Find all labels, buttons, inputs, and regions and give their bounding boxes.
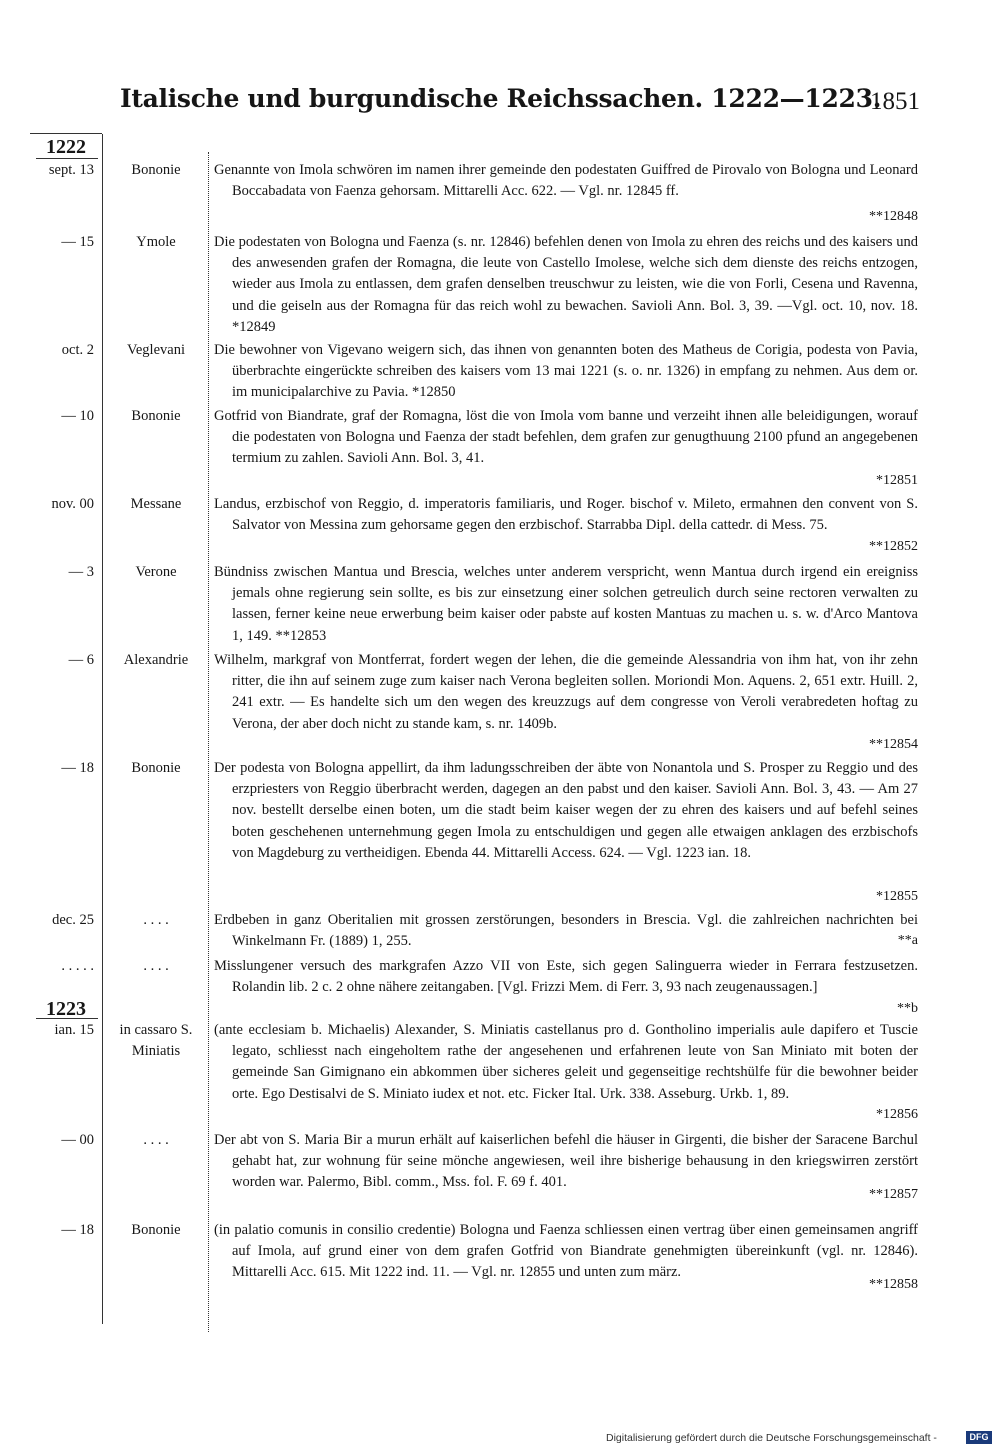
entry-place: Ymole (136, 234, 176, 250)
entry-ref: **b (897, 1001, 918, 1016)
entry-date: nov. 00 (51, 496, 94, 512)
entry-text: Erdbeben in ganz Oberitalien mit grossen zerstörungen, besonders in Brescia. Vgl. die zahlreichen nachrichten bei Winkelmann Fr. (1889) 1, 255. (214, 912, 918, 950)
page-header (120, 84, 920, 124)
entry-place: Messane (130, 496, 182, 512)
entry-ref: **12858 (869, 1277, 918, 1292)
entry-date: — 10 (61, 408, 94, 424)
text-column-rule (208, 152, 209, 1332)
entry-date: — 3 (68, 564, 94, 580)
entry-date: dec. 25 (52, 912, 94, 928)
entry-place: in cassaro S. Miniatis (119, 1022, 193, 1060)
entry-text: (ante ecclesiam b. Michaelis) Alexander, S. Miniatis castellanus pro d. Gontholino imperialis aule dapifero et Tuscie legato, schliesst nach eingeholtem rathe der angesehenen und erfahrenen leute von San Miniato mit boten der gemeinde San Gimignano ein abkommen über sicheres geleit und gegenseitige rechtshülfe für die bewohner beider orte. Ego Destisalvi de S. Miniato iudex et not. etc. Ficker Ital. Urk. 338. Asseburg. Urkb. 1, 89. (214, 1022, 918, 1102)
entry-place: Verone (135, 564, 177, 580)
entry-ref: **12852 (869, 539, 918, 554)
header-rule (30, 133, 102, 134)
entry-text: Genannte von Imola schwören im namen ihrer gemeinde den podestaten Guiffred de Pirovalo von Bologna und Leonard Boccabadata von Faenza gehorsam. Mittarelli Acc. 622. — Vgl. nr. 12845 ff. (214, 162, 918, 200)
entry-date: — 00 (61, 1132, 94, 1148)
entry-place: Bononie (131, 760, 181, 776)
entry-text: Wilhelm, markgraf von Montferrat, fordert wegen der lehen, die die gemeinde Alessandria von ihm hat, von ihr zehn ritter, die ihn auf seinem zuge zum kaiser nach Verona begleiten sollen. Moriondi Mon. Aquens. 2, 651 extr. Huill. 2, 241 extr. — Es handelte sich um den wegen des kreuzzugs auf dem congresse von Veroli verabredeten hoftag zu Verona, der aber doch nicht zu stande kam, s. nr. 1409b. (214, 652, 918, 732)
entry-ref: **12848 (869, 209, 918, 224)
entry-place: Bononie (131, 1222, 181, 1238)
entry-text: Der podesta von Bologna appellirt, da ihm ladungsschreiben der äbte von Nonantola und S. Prosper zu Reggio und des erzpriesters von Reggio überbracht werden, dagegen an den pabst und den kaiser. Savioli Ann. Bol. 3, 43. — Am 27 nov. bestellt derselbe einen boten, um die stadt beim kaiser wegen der zu ehren des kaisers und auf befehl seines boten geschehenen unternehmung gegen Imola zu entschuldigen und gegen alle etwaigen anklagen des erzbischofs von Magdeburg zu vertheidigen. Ebenda 44. Mittarelli Access. 624. — Vgl. 1223 ian. 18. (214, 760, 918, 861)
entry-place: . . . . (143, 1132, 169, 1148)
year-label-1222: 1222 (46, 136, 86, 158)
entry-text: Bündniss zwischen Mantua und Brescia, welches unter anderem verspricht, wenn Mantua durch irgend ein ereigniss jemals ohne regierung sein sollte, es bis zur einsetzung einer solchen getreulich durch seine rectoren verwalten zu lassen, ferner keine neue erwerbung beim kaiser oder pabste auf kosten Mantuas zu machen u. s. w. d'Arco Mantova 1, 149. **12853 (214, 564, 918, 644)
entry-text: Die podestaten von Bologna und Faenza (s. nr. 12846) befehlen denen von Imola zu ehren des reichs und des kaisers und des anwesenden grafen der Romagna, die leute von Castello Imolese, welche sich dem dienste des reichs entzogen, wieder aus Imola zu entlassen, dem grafen denselben treuschwur zu leisten, wie die von Forli, Cesena und Ravenna, und die geiseln aus der Romagna für das reich wohl zu bewachen. Savioli Ann. Bol. 3, 39. —Vgl. oct. 10, nov. 18. *12849 (214, 234, 918, 335)
entry-date: — 6 (68, 652, 94, 668)
entry-text: (in palatio comunis in consilio credentie) Bologna und Faenza schliessen einen vertrag über einen gemeinsamen angriff auf Imola, auf grund einer von dem grafen Gotfrid von Biandrate genehmigten übereinkunft (vgl. nr. 12846). Mittarelli Acc. 615. Mit 1222 ind. 11. — Vgl. nr. 12855 und unten zum märz. (214, 1222, 918, 1281)
entry-ref: *12851 (876, 473, 918, 488)
entry-text: Die bewohner von Vigevano weigern sich, das ihnen von genannten boten des Matheus de Corigia, podesta von Pavia, überbrachte eingerückte schreiben des kaisers vom 13 mai 1221 (s. o. nr. 1326) in empfang zu nehmen. Aus dem or. im municipalarchive zu Pavia. *12850 (214, 342, 918, 401)
entry-ref: **12857 (869, 1187, 918, 1202)
entry-place: Bononie (131, 162, 181, 178)
entry-date: ian. 15 (54, 1022, 94, 1038)
entry-place: Veglevani (127, 342, 185, 358)
entry-ref: **12854 (869, 737, 918, 752)
entry-ref: *12855 (876, 889, 918, 904)
entry-text: Der abt von S. Maria Bir a murun erhält auf kaiserlichen befehl die häuser in Girgenti, die bisher der Saracene Barchul gehabt hat, zur wohnung für seine mönche angewiesen, weil ihre bisherige behausung in den kriegswirren zerstört worden war. Palermo, Bibl. comm., Mss. fol. F. 69 f. 401. (214, 1132, 918, 1191)
entry-date: oct. 2 (61, 342, 94, 358)
entry-ref: **a (897, 933, 918, 948)
entry-place: Bononie (131, 408, 181, 424)
entry-text: Landus, erzbischof von Reggio, d. imperatoris familiaris, und Roger. bischof v. Mileto, ermahnen den convent von S. Salvator von Messina zum gehorsame gegen den erzbischof. Starrabba Dipl. della cattedr. di Mess. 75. (214, 496, 918, 534)
entry-date: — 15 (61, 234, 94, 250)
dfg-logo: DFG (966, 1431, 992, 1444)
entry-text: Gotfrid von Biandrate, graf der Romagna, löst die von Imola vom banne und verzeiht ihnen alle beleidigungen, worauf die podestaten von Bologna und Faenza der stadt befehlen, dem grafen zur genugthuung 2100 pfund an angegebenen termium zu zahlen. Savioli Ann. Bol. 3, 41. (214, 408, 918, 467)
year-label-1223: 1223 (46, 998, 86, 1020)
entry-ref: *12856 (876, 1107, 918, 1122)
entry-place: . . . . (143, 958, 169, 974)
entry-text: Misslungener versuch des markgrafen Azzo VII von Este, sich gegen Salinguerra wieder in Ferrara festzusetzen. Rolandin lib. 2 c. 2 ohne nähere zeitangaben. [Vgl. Frizzi Mem. di Ferr. 3, 93 nach zeugenaussagen.] (214, 958, 918, 996)
date-column-rule (102, 134, 103, 1324)
entry-date: — 18 (61, 760, 94, 776)
entry-date: sept. 13 (48, 162, 94, 178)
page-number: 1851 (870, 88, 920, 115)
page-title: Italische und burgundische Reichssachen. 1222—1223. (120, 84, 882, 113)
year-rule-1223 (36, 1018, 98, 1019)
entry-place: Alexandrie (123, 652, 189, 668)
entry-date: . . . . . (61, 958, 94, 974)
entry-date: — 18 (61, 1222, 94, 1238)
footer-credit: Digitalisierung gefördert durch die Deutsche Forschungsgemeinschaft - (606, 1432, 937, 1444)
entry-place: . . . . (143, 912, 169, 928)
